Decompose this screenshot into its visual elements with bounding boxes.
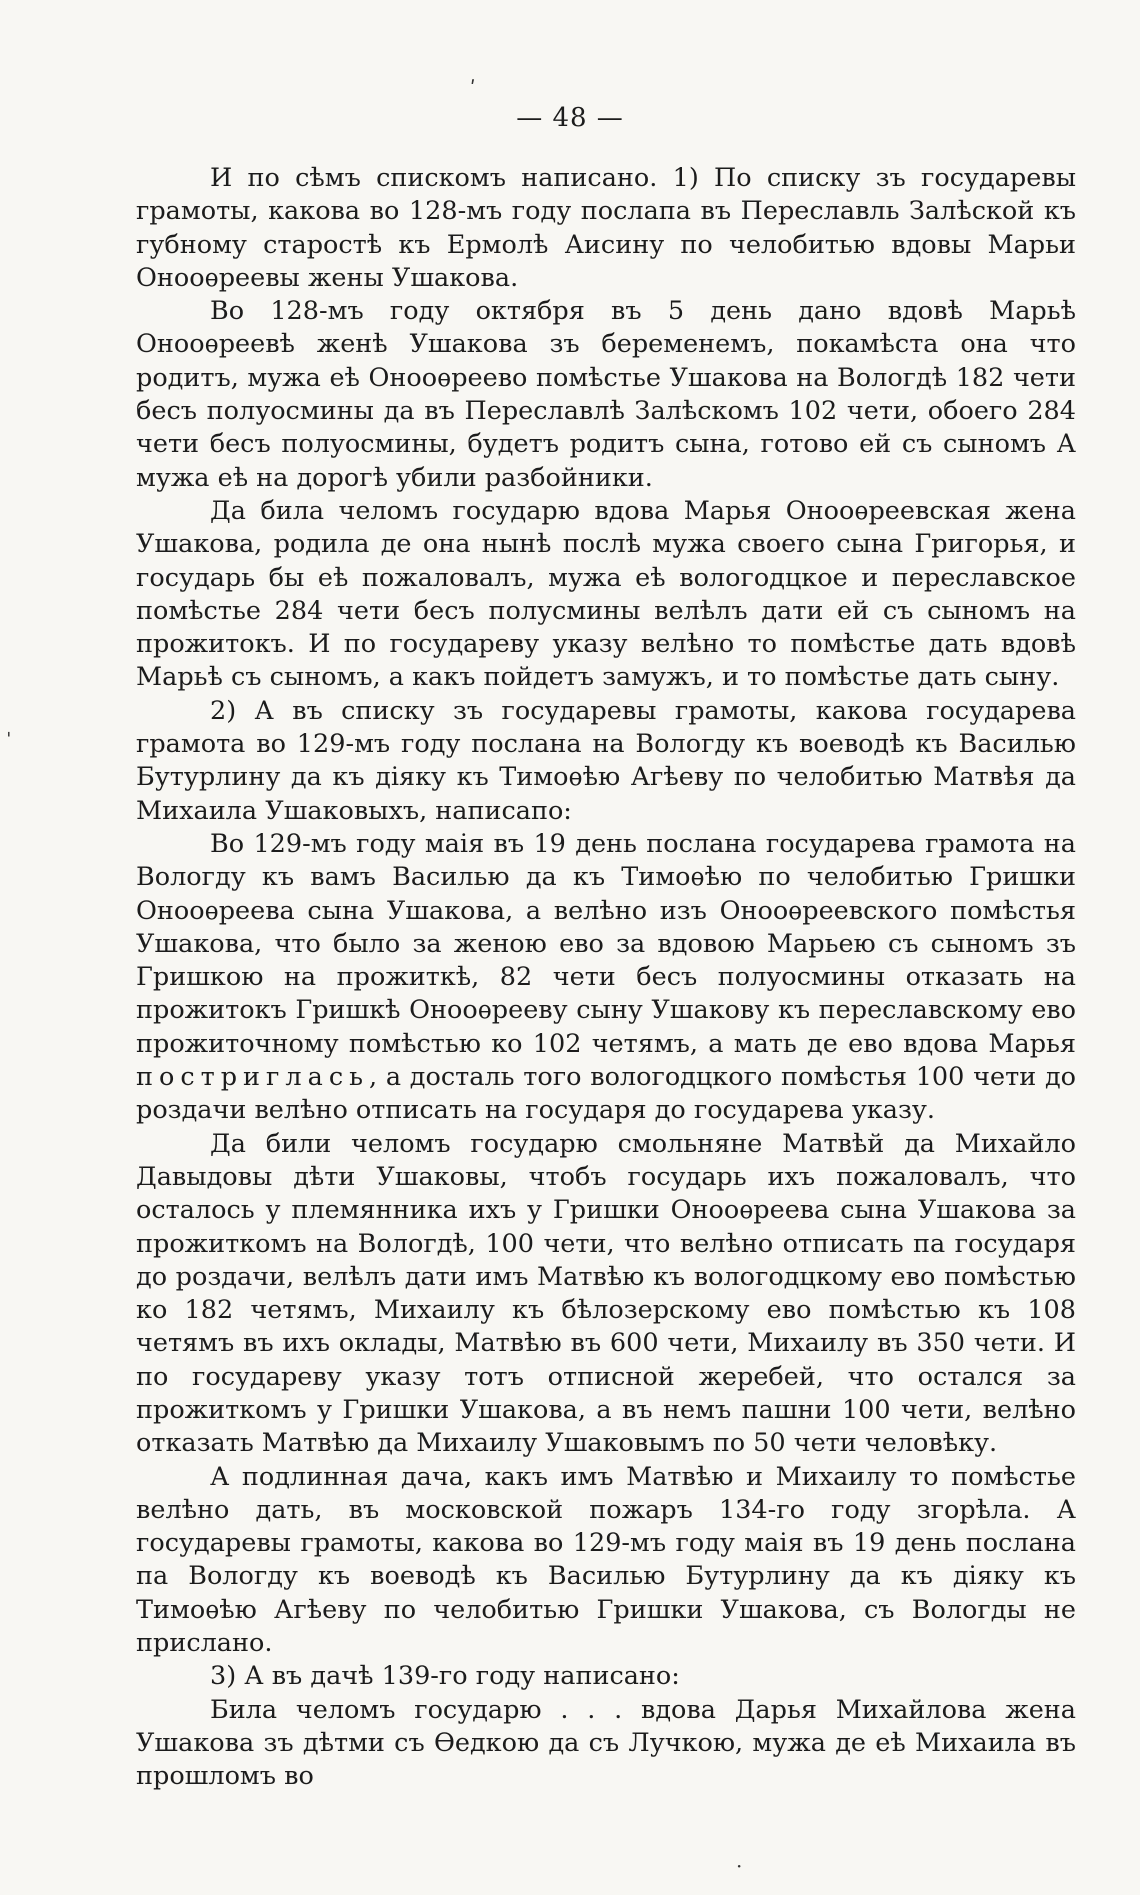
- scan-speck-mark: ˈ: [6, 728, 12, 752]
- paragraph-5-spaced-word: постриглась: [136, 1062, 369, 1093]
- paragraph-4: 2) А въ списку зъ государевы грамоты, какова государева грамота во 129-мъ году послана на Вологду къ воеводѣ къ Василью Бутурлину да къ дiяку къ Тимоѳѣю Агѣеву по челобитью Матвѣя да Михаила Ушаковыхъ, написапо:: [136, 695, 1076, 826]
- page-number: — 48 —: [516, 103, 624, 133]
- scan-speck-mark: ʹ: [470, 76, 476, 100]
- paragraph-5-text-before: Во 129-мъ году маiя въ 19 день послана государева грамота на Вологду къ вамъ Василью да къ Тимоѳѣю по челобитью Гришки Онооѳреева сына Ушакова, а велѣно изъ Онооѳреевского помѣстья Ушакова, что было за женою ево за вдовою Марьею съ сыномъ зъ Гришкою на прожиткѣ, 82 чети бесъ полуосмины отказать на прожитокъ Гришкѣ Онооѳрееву сыну Ушакову къ переславскому ево прожиточному помѣстью ко 102 четямъ, а мать де ево вдова Марья: [136, 828, 1076, 1059]
- paragraph-6: Да били челомъ государю смольняне Матвѣй да Михайло Давыдовы дѣти Ушаковы, чтобъ государь ихъ пожаловалъ, что осталось у племянника ихъ у Гришки Онооѳреева сына Ушакова за прожиткомъ на Вологдѣ, 100 чети, что велѣно отписать па государя до роздачи, велѣлъ дати имъ Матвѣю къ вологодцкому ево помѣстью ко 182 четямъ, Михаилу къ бѣлозерскому ево помѣстью къ 108 четямъ въ ихъ оклады, Матвѣю въ 600 чети, Михаилу въ 350 чети. И по государеву указу тотъ отписной жеребей, что остался за прожиткомъ у Гришки Ушакова, а въ немъ пашни 100 чети, велѣно отказать Матвѣю да Михаилу Ушаковымъ по 50 чети человѣку.: [136, 1128, 1076, 1459]
- paragraph-5-text-after: , а досталь того вологодцкого помѣстья 100 чети до роздачи велѣно отписать на государя до государева указу.: [136, 1062, 1076, 1126]
- body-text: [136, 162, 1076, 1794]
- paragraph-2: Во 128-мъ году октября въ 5 день дано вдовѣ Марьѣ Онооѳреевѣ женѣ Ушакова зъ беременемъ, покамѣста она что родитъ, мужа еѣ Онооѳреево помѣстье Ушакова на Вологдѣ 182 чети бесъ полуосмины да въ Переславлѣ Залѣскомъ 102 чети, обоего 284 чети бесъ полуосмины, будетъ родитъ сына, готово ей съ сыномъ А мужа еѣ на дорогѣ убили разбойники.: [136, 296, 1076, 493]
- paragraph-9: Била челомъ государю . . . вдова Дарья Михайлова жена Ушакова зъ дѣтми съ Ѳедкою да съ Лучкою, мужа де еѣ Михаила въ прошломъ во: [136, 1694, 1076, 1792]
- paragraph-5: [136, 828, 1076, 1128]
- paragraph-8: 3) А въ дачѣ 139-го году написано:: [210, 1661, 680, 1692]
- scan-speck-mark: ·: [736, 1854, 743, 1878]
- paragraph-1: И по сѣмъ спискомъ написано. 1) По списку зъ государевы грамоты, какова во 128-мъ году послапа въ Переславль Залѣской къ губному старостѣ къ Ермолѣ Аисину по челобитью вдовы Марьи Онооѳреевы жены Ушакова.: [136, 163, 1076, 293]
- paragraph-3: Да била челомъ государю вдова Марья Онооѳреевская жена Ушакова, родила де она нынѣ послѣ мужа своего сына Григорья, и государь бы еѣ пожаловалъ, мужа еѣ вологодцкое и переславское помѣстье 284 чети бесъ полусмины велѣлъ дати ей съ сыномъ на прожитокъ. И по государеву указу велѣно то помѣстье дать вдовѣ Марьѣ съ сыномъ, а какъ пойдетъ замужъ, и то помѣстье дать сыну.: [136, 495, 1076, 693]
- paragraph-7: А подлинная дача, какъ имъ Матвѣю и Михаилу то помѣстье велѣно дать, въ московской пожаръ 134-го году згорѣла. А государевы грамоты, какова во 129-мъ году маiя въ 19 день послана па Вологду къ воеводѣ къ Василью Бутурлину да къ дiяку къ Тимоѳѣю Агѣеву по челобитью Гришки Ушакова, съ Вологды не прислано.: [136, 1461, 1076, 1659]
